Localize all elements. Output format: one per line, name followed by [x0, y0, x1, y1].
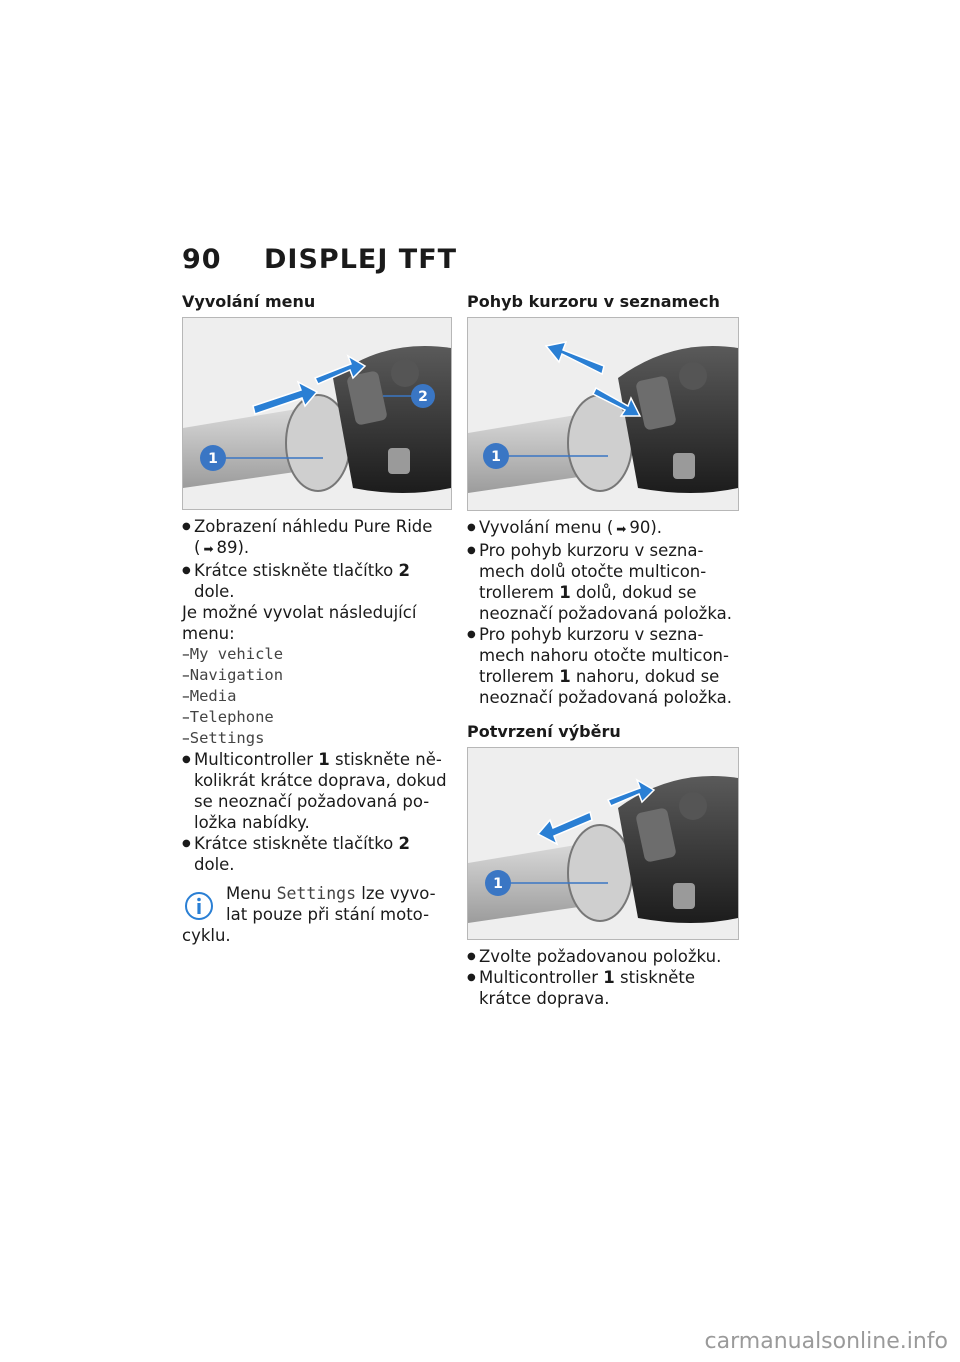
menu-option: – Media — [182, 686, 452, 707]
page-title: DISPLEJ TFT — [264, 244, 458, 275]
menu-option: – Telephone — [182, 707, 452, 728]
menu-option: – My vehicle — [182, 644, 452, 665]
list-item: ● Krátce stiskněte tlačítko 2 dole. — [182, 560, 452, 602]
arrow-ref-icon: ➡ — [203, 542, 214, 556]
section-heading-menu: Vyvolání menu — [182, 292, 316, 311]
info-text: Je možné vyvolat následující menu: — [182, 603, 417, 643]
section-heading-confirm: Potvrzení výběru — [467, 722, 621, 741]
left-column — [182, 292, 452, 946]
list-item: ● Pro pohyb kurzoru v sezna- mech nahoru otočte multicon- trollerem 1 nahoru, dokud se neoznačí požadovaná položka. — [467, 624, 742, 708]
figure-label-2: 2 — [418, 389, 428, 405]
list-item: ● Krátce stiskněte tlačítko 2 dole. — [182, 833, 452, 875]
instruction-list-3 — [467, 517, 742, 708]
list-item: ● Zvolte požadovanou položku. — [467, 946, 742, 967]
list-item: ● Vyvolání menu ( ➡ 90). — [467, 517, 742, 540]
instruction-list-1 — [182, 516, 452, 602]
arrow-ref-icon: ➡ — [616, 522, 627, 536]
footer-watermark: carmanualsonline.info — [704, 1329, 948, 1354]
right-column — [467, 292, 742, 1009]
list-item: ● Zobrazení náhledu Pure Ride ( ➡ 89). — [182, 516, 452, 560]
instruction-list-2 — [182, 749, 452, 875]
figure-handlebar-switch-1 — [182, 317, 452, 510]
section-heading-cursor: Pohyb kurzoru v seznamech — [467, 292, 720, 311]
page-number: 90 — [182, 244, 222, 275]
menu-option: – Settings — [182, 728, 452, 749]
list-item: ● Multicontroller 1 stiskněte krátce doprava. — [467, 967, 742, 1009]
figure-label-1: 1 — [493, 876, 503, 892]
instruction-list-4 — [467, 946, 742, 1009]
figure-label-1: 1 — [208, 451, 218, 467]
menu-option: – Navigation — [182, 665, 452, 686]
info-note: Menu Settings lze vyvo- lat pouze při stání moto- cyklu. — [182, 884, 436, 945]
figure-label-1: 1 — [491, 449, 501, 465]
info-icon — [184, 891, 214, 926]
list-item: ● Multicontroller 1 stiskněte ně- kolikrát krátce doprava, dokud se neoznačí požadovaná po- ložka nabídky. — [182, 749, 452, 833]
menu-options-list — [182, 644, 452, 749]
list-item: ● Pro pohyb kurzoru v sezna- mech dolů otočte multicon- trollerem 1 dolů, dokud se neoznačí požadovaná položka. — [467, 540, 742, 624]
figure-handlebar-switch-3 — [467, 747, 739, 940]
page-header — [182, 244, 457, 275]
figure-handlebar-switch-2 — [467, 317, 739, 511]
